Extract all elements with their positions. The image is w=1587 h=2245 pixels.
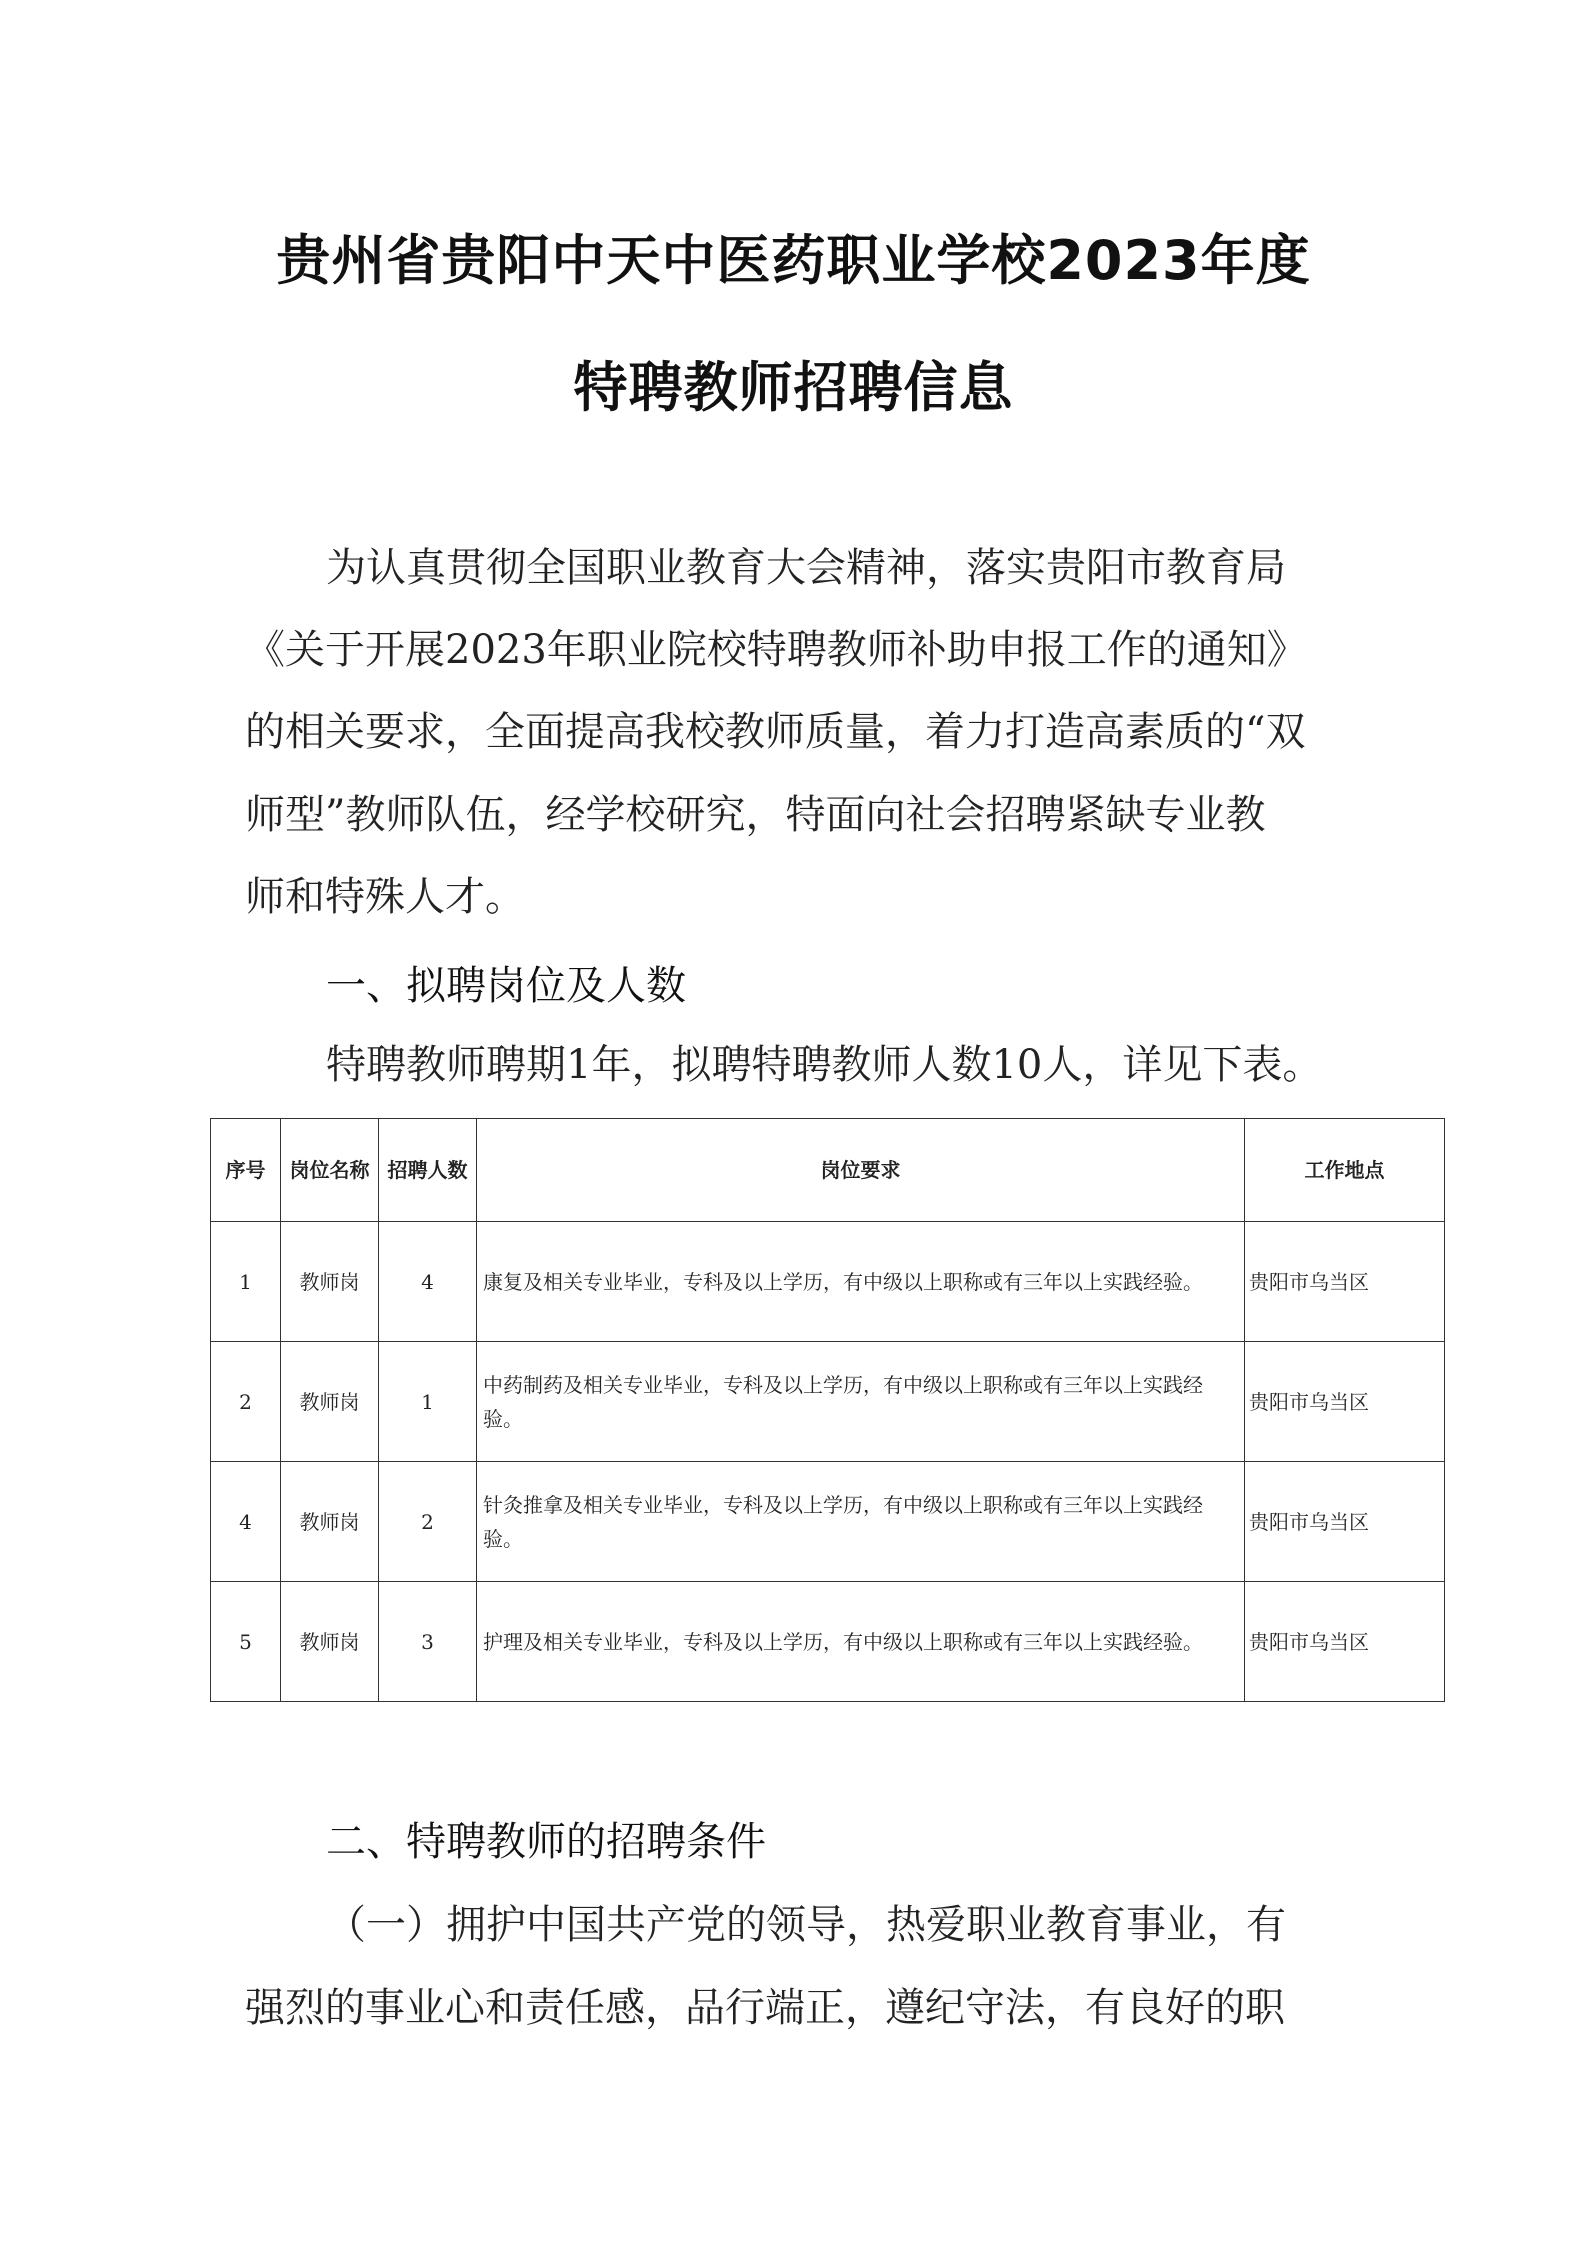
document-title-line-2: 特聘教师招聘信息 bbox=[573, 356, 1014, 419]
positions-table bbox=[210, 1118, 1445, 1702]
cell-serial-number: 4 bbox=[211, 1462, 281, 1582]
cell-serial-number: 1 bbox=[211, 1222, 281, 1342]
cell-post-name: 教师岗 bbox=[281, 1342, 379, 1462]
header-serial-number: 序号 bbox=[211, 1119, 281, 1222]
cell-recruit-count: 3 bbox=[379, 1582, 477, 1702]
cell-recruit-count: 2 bbox=[379, 1462, 477, 1582]
cell-post-name: 教师岗 bbox=[281, 1222, 379, 1342]
section-1-heading: 一、拟聘岗位及人数 bbox=[326, 963, 686, 1009]
intro-paragraph-line-2: 《关于开展2023年职业院校特聘教师补助申报工作的通知》 bbox=[245, 627, 1307, 673]
cell-requirements: 护理及相关专业毕业，专科及以上学历，有中级以上职称或有三年以上实践经验。 bbox=[477, 1582, 1245, 1702]
document-title-line-1: 贵州省贵阳中天中医药职业学校2023年度 bbox=[276, 229, 1311, 292]
intro-paragraph-line-1: 为认真贯彻全国职业教育大会精神，落实贵阳市教育局 bbox=[326, 545, 1286, 591]
header-post-name: 岗位名称 bbox=[281, 1119, 379, 1222]
cell-post-name: 教师岗 bbox=[281, 1462, 379, 1582]
cell-work-location: 贵阳市乌当区 bbox=[1245, 1342, 1445, 1462]
table-row bbox=[211, 1222, 1445, 1342]
table-row bbox=[211, 1582, 1445, 1702]
section-1-text: 特聘教师聘期1年，拟聘特聘教师人数10人，详见下表。 bbox=[326, 1042, 1323, 1088]
cell-serial-number: 2 bbox=[211, 1342, 281, 1462]
cell-recruit-count: 4 bbox=[379, 1222, 477, 1342]
cell-requirements: 针灸推拿及相关专业毕业，专科及以上学历，有中级以上职称或有三年以上实践经验。 bbox=[477, 1462, 1245, 1582]
intro-paragraph-line-4: 师型”教师队伍，经学校研究，特面向社会招聘紧缺专业教 bbox=[245, 792, 1266, 838]
header-recruit-count: 招聘人数 bbox=[379, 1119, 477, 1222]
table-row bbox=[211, 1342, 1445, 1462]
section-2-paragraph-line-1: （一）拥护中国共产党的领导，热爱职业教育事业，有 bbox=[326, 1902, 1286, 1948]
cell-post-name: 教师岗 bbox=[281, 1582, 379, 1702]
cell-serial-number: 5 bbox=[211, 1582, 281, 1702]
cell-work-location: 贵阳市乌当区 bbox=[1245, 1222, 1445, 1342]
intro-paragraph-line-5: 师和特殊人才。 bbox=[245, 874, 525, 920]
section-2-paragraph-line-2: 强烈的事业心和责任感，品行端正，遵纪守法，有良好的职 bbox=[245, 1985, 1285, 2031]
cell-requirements: 康复及相关专业毕业，专科及以上学历，有中级以上职称或有三年以上实践经验。 bbox=[477, 1222, 1245, 1342]
table-header-row bbox=[211, 1119, 1445, 1222]
cell-requirements: 中药制药及相关专业毕业，专科及以上学历，有中级以上职称或有三年以上实践经验。 bbox=[477, 1342, 1245, 1462]
intro-paragraph-line-3: 的相关要求，全面提高我校教师质量，着力打造高素质的“双 bbox=[245, 709, 1306, 755]
cell-work-location: 贵阳市乌当区 bbox=[1245, 1582, 1445, 1702]
cell-recruit-count: 1 bbox=[379, 1342, 477, 1462]
section-2-heading: 二、特聘教师的招聘条件 bbox=[326, 1819, 766, 1865]
header-requirements: 岗位要求 bbox=[477, 1119, 1245, 1222]
cell-work-location: 贵阳市乌当区 bbox=[1245, 1462, 1445, 1582]
table-row bbox=[211, 1462, 1445, 1582]
header-work-location: 工作地点 bbox=[1245, 1119, 1445, 1222]
